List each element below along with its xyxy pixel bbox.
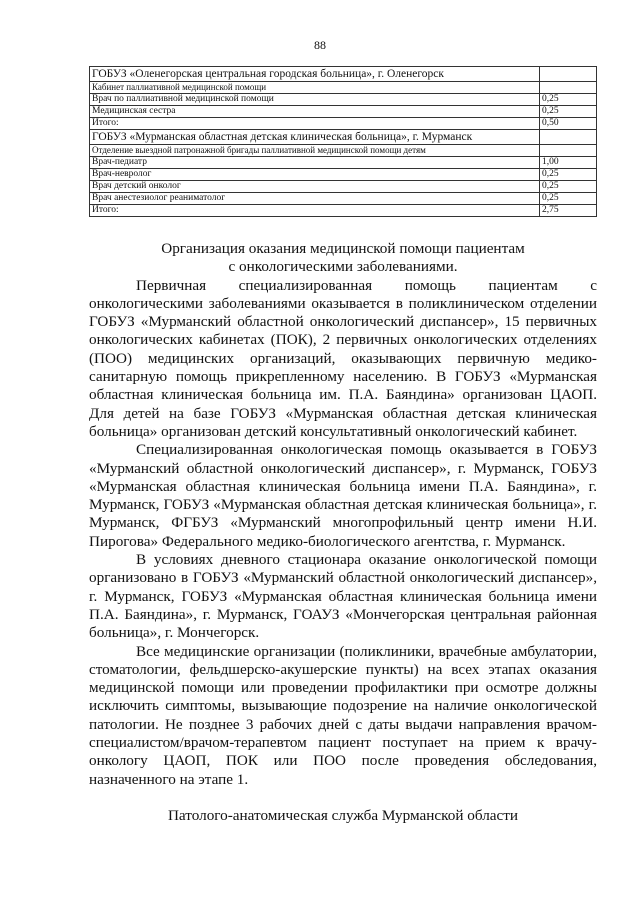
- staffing-table: [89, 66, 597, 217]
- table-cell-value: 0,25: [540, 106, 597, 118]
- staffing-table-body: [90, 67, 597, 217]
- table-cell-label: Кабинет паллиативной медицинской помощи: [90, 82, 540, 94]
- page-content: [89, 240, 597, 825]
- table-cell-value: [540, 67, 597, 82]
- table-cell-value: [540, 145, 597, 157]
- table-row: [90, 106, 597, 118]
- table-row: [90, 82, 597, 94]
- table-row: [90, 193, 597, 205]
- table-row: [90, 169, 597, 181]
- table-cell-value: 0,25: [540, 94, 597, 106]
- table-cell-label: Отделение выездной патронажной бригады паллиативной медицинской помощи детям: [90, 145, 540, 157]
- section-heading-line2: с онкологическими заболеваниями.: [228, 258, 458, 276]
- table-cell-label: Врач-педиатр: [90, 157, 540, 169]
- table-cell-label: Врач-невролог: [90, 169, 540, 181]
- table-cell-label: ГОБУЗ «Мурманская областная детская клиническая больница», г. Мурманск: [90, 130, 540, 145]
- table-row: [90, 157, 597, 169]
- table-cell-value: 0,25: [540, 181, 597, 193]
- bottom-heading: Патолого-анатомическая служба Мурманской области: [167, 806, 519, 824]
- table-row: [90, 205, 597, 217]
- paragraph-primary-care: Первичная специализированная помощь пациентам с онкологическими заболеваниями оказывается в поликлиническом отделении ГОБУЗ «Мурманский областной онкологический диспансер», 15 первичных онкологических кабинетах (ПОК), 2 первичных онкологических отделениях (ПОО) медицинских организаций, оказывающих первичную медико-санитарную помощь прикрепленному населению. В ГОБУЗ «Мурманская областная клиническая больница им. П.А. Баяндина» организован ЦАОП. Для детей на базе ГОБУЗ «Мурманская областная детская клиническая больница» организован детский консультативный онкологический кабинет.: [89, 276, 597, 440]
- table-row: [90, 130, 597, 145]
- table-cell-value: [540, 130, 597, 145]
- table-cell-label: Врач детский онколог: [90, 181, 540, 193]
- table-cell-value: 0,25: [540, 169, 597, 181]
- paragraph-all-organizations: Все медицинские организации (поликлиники, врачебные амбулатории, стоматологии, фельдшерско-акушерские пункты) на всех этапах оказания медицинской помощи или проведении профилактики при осмотре должны исключить симптомы, вызывающие подозрение на наличие онкологической патологии. Не позднее 3 рабочих дней с даты выдачи направления врачом-специалистом/врачом-терапевтом пациент поступает на прием к врачу-онкологу ЦАОП, ПОК или ПОО после проведения обследования, назначенного на этапе 1.: [89, 642, 597, 788]
- paragraph-day-hospital: В условиях дневного стационара оказание онкологической помощи организовано в ГОБУЗ «Мурманский областной онкологический диспансер», г. Мурманск, ГОБУЗ «Мурманская областная клиническая больница имени П.А. Баяндина», г. Мурманск, ГОАУЗ «Мончегорская центральная районная больница», г. Мончегорск.: [89, 551, 597, 642]
- table-cell-value: 1,00: [540, 157, 597, 169]
- table-cell-value: [540, 82, 597, 94]
- table-cell-label: Итого:: [90, 205, 540, 217]
- table-row: [90, 67, 597, 82]
- table-cell-label: ГОБУЗ «Оленегорская центральная городская больница», г. Оленегорск: [90, 67, 540, 82]
- table-cell-value: 0,50: [540, 118, 597, 130]
- section-heading: [89, 240, 597, 277]
- table-cell-value: 2,75: [540, 205, 597, 217]
- table-cell-label: Врач анестезиолог реаниматолог: [90, 193, 540, 205]
- table-row: [90, 181, 597, 193]
- table-row: [90, 145, 597, 157]
- table-cell-value: 0,25: [540, 193, 597, 205]
- table-cell-label: Врач по паллиативной медицинской помощи: [90, 94, 540, 106]
- paragraph-specialized-care: Специализированная онкологическая помощь оказывается в ГОБУЗ «Мурманский областной онкологический диспансер», г. Мурманск, ГОБУЗ «Мурманская областная клиническая больница имени П.А. Баяндина», г. Мурманск, ГОБУЗ «Мурманская областная детская клиническая больница», г. Мурманск, ФГБУЗ «Мурманский многопрофильный центр имени Н.И. Пирогова» Федерального медико-биологического агентства, г. Мурманск.: [89, 441, 597, 550]
- table-cell-label: Итого:: [90, 118, 540, 130]
- table-cell-label: Медицинская сестра: [90, 106, 540, 118]
- table-row: [90, 118, 597, 130]
- table-row: [90, 94, 597, 106]
- section-heading-line1: Организация оказания медицинской помощи пациентам: [161, 240, 525, 257]
- page-number: 88: [314, 38, 326, 52]
